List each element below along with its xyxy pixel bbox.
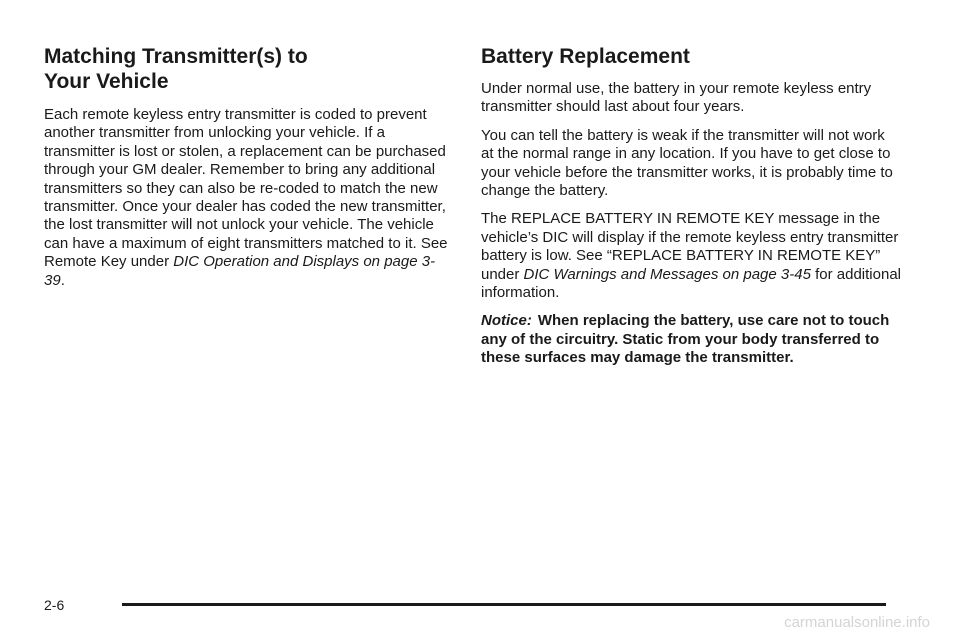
section-heading-matching-transmitters — [44, 44, 452, 94]
matching-body-end: . — [60, 271, 65, 289]
notice-paragraph — [481, 312, 901, 367]
battery-paragraph-1: Under normal use, the battery in your remote keyless entry transmitter should last about four years. — [481, 80, 872, 116]
dic-warnings-reference: DIC Warnings and Messages on page 3-45 — [523, 265, 811, 283]
footer-rule — [122, 603, 886, 606]
dic-operation-reference: DIC Operation and Displays on page 3-39 — [44, 253, 436, 289]
battery-paragraph-3-text: The REPLACE BATTERY IN REMOTE KEY message in the vehicle’s DIC will display if the remote keyless entry transmitter battery is low. See “REPLACE BATTERY IN REMOTE KEY” under — [481, 210, 899, 283]
matching-body-text: Each remote keyless entry transmitter is coded to prevent another transmitter from unlocking your vehicle. If a transmitter is lost or stolen, a replacement can be purchased through your GM dealer. Remember to bring any additional transmitters so they can also be re-coded to match the new transmitter. Once your dealer has coded the new transmitter, the lost transmitter will not unlock your vehicle. The vehicle can have a maximum of eight transmitters matched to it. See Remote Key under — [44, 106, 448, 271]
battery-paragraph-2: You can tell the battery is weak if the transmitter will not work at the normal range in any location. If you have to get close to your vehicle before the transmitter works, it is probably time to change the battery. — [481, 126, 893, 200]
notice-label: Notice: — [481, 312, 532, 330]
battery-paragraph-3 — [481, 210, 901, 302]
page-number: 2-6 — [44, 597, 65, 613]
heading-line-2: Your Vehicle — [44, 70, 169, 93]
notice-text: When replacing the battery, use care not to touch any of the circuitry. Static from your body transferred to these surfaces may damage the transmitter. — [481, 312, 890, 367]
heading-line-1: Matching Transmitter(s) to — [44, 45, 308, 68]
battery-paragraph-3-end: for additional information. — [481, 265, 901, 302]
right-column — [481, 44, 901, 378]
left-column — [44, 44, 452, 300]
section-heading-battery-replacement: Battery Replacement — [481, 45, 690, 68]
matching-paragraph — [44, 106, 452, 290]
watermark: carmanualsonline.info — [784, 614, 930, 631]
